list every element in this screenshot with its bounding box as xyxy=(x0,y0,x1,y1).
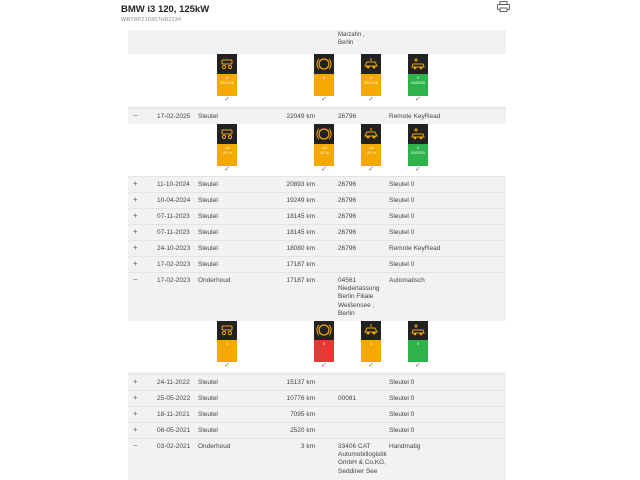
row-type: Onderhoud xyxy=(198,443,231,450)
indicator-value: 0 xyxy=(416,146,420,150)
check-icon: ✓ xyxy=(415,166,421,173)
service-indicator xyxy=(408,124,428,174)
row-code xyxy=(338,213,356,221)
row-date: 11-10-2024 xyxy=(157,181,190,188)
row-source: Sleutel 0 xyxy=(389,213,415,220)
row-code xyxy=(338,181,356,189)
car-inspection-icon xyxy=(408,54,428,74)
indicator-value: 0 xyxy=(322,342,326,346)
row-date: 06-05-2021 xyxy=(157,427,191,434)
row-date: 03-02-2021 xyxy=(157,443,191,450)
row-type: Sleutel xyxy=(198,411,218,418)
check-icon: ✓ xyxy=(321,96,327,103)
row-mileage: 18080 km xyxy=(286,245,315,252)
expand-toggle[interactable]: + xyxy=(133,211,138,220)
brake-pads-icon xyxy=(314,124,334,144)
history-row xyxy=(128,192,506,207)
brake-fluid-icon xyxy=(217,54,237,74)
expand-toggle[interactable]: + xyxy=(133,393,138,402)
indicator-status xyxy=(361,340,381,362)
expand-toggle[interactable]: + xyxy=(133,377,138,386)
indicator-value: -16 xyxy=(224,146,230,150)
check-icon: ✓ xyxy=(368,166,374,173)
row-type: Onderhoud xyxy=(198,277,231,284)
top-address: Marzahn , Berlin xyxy=(338,32,365,46)
row-code-line: 04561 xyxy=(338,277,357,284)
row-type: Sleutel xyxy=(198,261,218,268)
row-code-line: Seddiner See xyxy=(338,467,378,475)
check-icon: ✓ xyxy=(224,362,230,369)
vehicle-title: BMW i3 120, 125kW xyxy=(121,4,210,15)
service-indicator xyxy=(408,320,428,370)
row-mileage: 15137 km xyxy=(286,379,315,386)
check-icon: ✓ xyxy=(415,362,421,369)
expand-toggle[interactable]: + xyxy=(133,227,138,236)
row-source: Sleutel 0 xyxy=(389,197,415,204)
row-source: Automatisch xyxy=(389,277,425,284)
row-code xyxy=(338,113,356,121)
history-row xyxy=(128,108,506,123)
row-mileage: 17187 km xyxy=(286,277,315,284)
indicator-status xyxy=(361,74,381,96)
history-row xyxy=(128,438,506,479)
vin-number: WBY8P210307H82134 xyxy=(121,17,182,23)
row-source: Sleutel 0 xyxy=(389,395,415,402)
row-type: Sleutel xyxy=(198,197,218,204)
indicator-value: 0 xyxy=(369,342,373,346)
row-date: 17-02-2023 xyxy=(157,261,191,268)
car-inspection-icon xyxy=(408,124,428,144)
check-icon: ✓ xyxy=(321,166,327,173)
row-mileage: 22049 km xyxy=(286,113,315,120)
row-mileage: 20893 km xyxy=(286,181,315,188)
indicator-status xyxy=(408,144,428,166)
row-source: Sleutel 0 xyxy=(389,427,415,434)
row-code-line: Automobillogistik xyxy=(338,451,387,459)
row-type: Sleutel xyxy=(198,245,218,252)
row-code xyxy=(338,245,356,253)
row-date: 07-11-2023 xyxy=(157,229,190,236)
history-row xyxy=(128,208,506,223)
indicator-value: 0 xyxy=(225,342,229,346)
check-icon: ✓ xyxy=(224,96,230,103)
indicator-status xyxy=(217,340,237,362)
indicator-status xyxy=(217,74,237,96)
row-code-line: 26796 xyxy=(338,213,357,220)
history-row xyxy=(128,390,506,405)
row-source: Sleutel 0 xyxy=(389,229,415,236)
indicator-status xyxy=(314,340,334,362)
row-code-line: Weißensee , xyxy=(338,301,375,309)
row-type: Sleutel xyxy=(198,113,218,120)
history-row xyxy=(128,374,506,389)
row-source: Remote KeyRead xyxy=(389,113,441,120)
service-indicator xyxy=(361,124,381,174)
row-code-line: 33406 CAT xyxy=(338,443,371,450)
row-date: 18-11-2021 xyxy=(157,411,190,418)
indicator-value: 0 xyxy=(416,76,420,80)
service-indicator xyxy=(314,124,334,174)
row-date: 24-11-2022 xyxy=(157,379,190,386)
service-indicator xyxy=(217,320,237,370)
indicator-value: -16 xyxy=(368,146,374,150)
indicator-status xyxy=(314,144,334,166)
row-date: 17-02-2025 xyxy=(157,113,191,120)
row-code xyxy=(338,395,356,403)
car-service-icon xyxy=(361,124,381,144)
indicator-value: 0 xyxy=(322,76,326,80)
service-indicator xyxy=(314,54,334,104)
row-code-line: 26796 xyxy=(338,229,357,236)
service-indicator xyxy=(217,54,237,104)
row-code xyxy=(338,197,356,205)
indicator-status xyxy=(361,144,381,166)
indicator-value: 0 xyxy=(416,342,420,346)
brake-pads-icon xyxy=(314,320,334,340)
indicator-label: 03/2025 xyxy=(411,81,425,85)
row-mileage: 3 km xyxy=(300,443,315,450)
row-date: 25-05-2022 xyxy=(157,395,191,402)
collapse-toggle[interactable]: − xyxy=(133,441,138,450)
expand-toggle[interactable]: + xyxy=(133,409,138,418)
collapse-toggle[interactable]: − xyxy=(133,275,138,284)
service-indicator xyxy=(361,54,381,104)
expand-toggle[interactable]: + xyxy=(133,195,138,204)
row-code-line: GmbH & Co.KG, xyxy=(338,459,387,467)
row-type: Sleutel xyxy=(198,181,218,188)
indicator-value: 0 xyxy=(225,76,229,80)
indicator-value: -16 xyxy=(321,146,327,150)
row-source: Sleutel 0 xyxy=(389,261,415,268)
row-date: 24-10-2023 xyxy=(157,245,191,252)
brake-pads-icon xyxy=(314,54,334,74)
service-indicator xyxy=(408,54,428,104)
brake-fluid-icon xyxy=(217,124,237,144)
check-icon: ✓ xyxy=(368,362,374,369)
check-icon: ✓ xyxy=(415,96,421,103)
indicator-label: 03/2025 xyxy=(220,81,234,85)
row-mileage: 10776 km xyxy=(286,395,315,402)
history-row xyxy=(128,272,506,321)
row-code-line: Niederlassung xyxy=(338,285,380,293)
expand-toggle[interactable]: + xyxy=(133,243,138,252)
row-code-line: 26796 xyxy=(338,197,357,204)
row-date: 10-04-2024 xyxy=(157,197,191,204)
row-type: Sleutel xyxy=(198,427,218,434)
history-row xyxy=(128,422,506,437)
row-mileage: 19249 km xyxy=(286,197,315,204)
indicator-label: -22 % xyxy=(222,151,232,155)
car-inspection-icon xyxy=(408,320,428,340)
indicator-status xyxy=(408,74,428,96)
row-code-line: 26796 xyxy=(338,181,357,188)
check-icon: ✓ xyxy=(224,166,230,173)
row-mileage: 7095 km xyxy=(290,411,315,418)
indicator-label: -22 % xyxy=(319,151,329,155)
row-code-line: Berlin xyxy=(338,309,355,317)
row-code-line: Berlin Filiale xyxy=(338,293,374,301)
row-date: 17-02-2023 xyxy=(157,277,191,284)
service-indicator xyxy=(217,124,237,174)
row-type: Sleutel xyxy=(198,379,218,386)
row-source: Sleutel 0 xyxy=(389,379,415,386)
row-source: Remote KeyRead xyxy=(389,245,441,252)
expand-toggle[interactable]: + xyxy=(133,425,138,434)
service-indicator xyxy=(314,320,334,370)
row-source: Sleutel 0 xyxy=(389,181,415,188)
row-code-line: 00081 xyxy=(338,395,357,402)
row-code-line: 26796 xyxy=(338,245,357,252)
indicator-status xyxy=(217,144,237,166)
row-source: Handmatig xyxy=(389,443,421,450)
row-code xyxy=(338,443,387,476)
row-type: Sleutel xyxy=(198,395,218,402)
expand-toggle[interactable]: + xyxy=(133,179,138,188)
row-mileage: 2520 km xyxy=(290,427,315,434)
collapse-toggle[interactable]: − xyxy=(133,111,138,120)
row-mileage: 17187 km xyxy=(286,261,315,268)
indicator-value: 0 xyxy=(369,76,373,80)
check-icon: ✓ xyxy=(321,362,327,369)
history-row xyxy=(128,256,506,271)
row-code-line: 26796 xyxy=(338,113,357,120)
row-code xyxy=(338,277,380,318)
history-row xyxy=(128,224,506,239)
row-type: Sleutel xyxy=(198,213,218,220)
page-header xyxy=(0,0,640,30)
printer-icon[interactable] xyxy=(497,1,510,12)
row-code xyxy=(338,229,356,237)
check-icon: ✓ xyxy=(368,96,374,103)
indicator-status xyxy=(408,340,428,362)
car-service-icon xyxy=(361,54,381,74)
indicator-label: 03/2025 xyxy=(364,81,378,85)
service-indicator xyxy=(361,320,381,370)
indicator-status xyxy=(314,74,334,96)
history-row xyxy=(128,240,506,255)
row-mileage: 18145 km xyxy=(286,213,315,220)
history-row xyxy=(128,406,506,421)
row-source: Sleutel 0 xyxy=(389,411,415,418)
row-type: Sleutel xyxy=(198,229,218,236)
brake-fluid-icon xyxy=(217,320,237,340)
row-mileage: 18145 km xyxy=(286,229,315,236)
row-date: 07-11-2023 xyxy=(157,213,190,220)
indicator-label: -22 % xyxy=(366,151,376,155)
indicator-label: 03/2025 xyxy=(411,151,425,155)
history-row xyxy=(128,176,506,191)
expand-toggle[interactable]: + xyxy=(133,259,138,268)
car-service-icon xyxy=(361,320,381,340)
